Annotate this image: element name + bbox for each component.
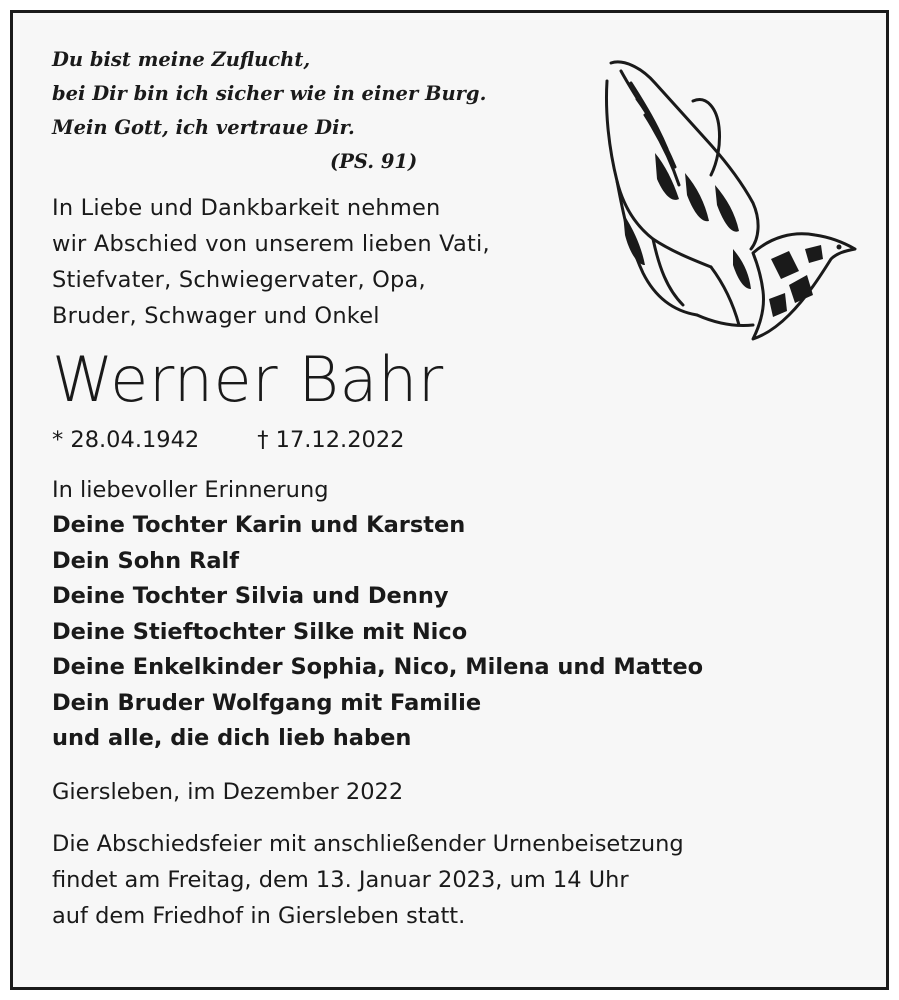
mourner-line: Deine Enkelkinder Sophia, Nico, Milena und Matteo: [52, 654, 704, 680]
intro-line: wir Abschied von unserem lieben Vati,: [52, 231, 490, 257]
verse-line: Du bist meine Zuflucht,: [52, 48, 311, 71]
verse-line: Mein Gott, ich vertraue Dir.: [52, 116, 355, 139]
intro-line: Bruder, Schwager und Onkel: [52, 303, 380, 329]
verse-line: bei Dir bin ich sicher wie in einer Burg.: [52, 82, 487, 105]
mourner-line: Dein Sohn Ralf: [52, 547, 240, 574]
ceremony-line: findet am Freitag, dem 13. Januar 2023, um 14 Uhr: [52, 866, 629, 893]
deceased-name: Werner Bahr: [52, 343, 444, 416]
death-date: † 17.12.2022: [257, 427, 405, 453]
obituary-frame: [10, 10, 889, 990]
mourners-list: [52, 508, 852, 757]
bible-verse: [52, 43, 852, 179]
intro-line: Stiefvater, Schwiegervater, Opa,: [52, 267, 426, 293]
ceremony-line: Die Abschiedsfeier mit anschließender Urnenbeisetzung: [52, 830, 684, 857]
ceremony-notice: [52, 826, 852, 934]
mourner-line: Deine Stieftochter Silke mit Nico: [52, 618, 468, 645]
memory-label: In liebevoller Erinnerung: [52, 477, 329, 503]
intro-line: In Liebe und Dankbarkeit nehmen: [52, 195, 441, 221]
life-dates: [52, 424, 852, 456]
mourner-line: Dein Bruder Wolfgang mit Familie: [52, 689, 482, 716]
place-and-date: Giersleben, im Dezember 2022: [52, 778, 404, 805]
mourner-line: Deine Tochter Karin und Karsten: [52, 512, 466, 538]
ceremony-line: auf dem Friedhof in Giersleben statt.: [52, 902, 466, 929]
mourner-line: Deine Tochter Silvia und Denny: [52, 583, 449, 609]
verse-reference: (PS. 91): [330, 150, 418, 173]
obituary-content: [52, 43, 852, 934]
intro-text: [52, 190, 852, 334]
birth-date: * 28.04.1942: [52, 427, 200, 453]
mourner-line: und alle, die dich lieb haben: [52, 725, 412, 751]
